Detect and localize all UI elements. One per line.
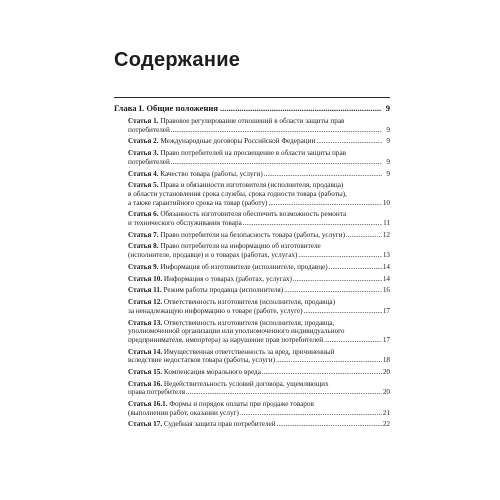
chapter-label: Глава I. Общие положения xyxy=(114,103,219,113)
page-number: 13 xyxy=(382,251,390,260)
toc-entry-line xyxy=(128,388,390,397)
toc-entry-line xyxy=(128,242,390,251)
article-number: Статья 14. xyxy=(128,347,163,356)
toc-entry[interactable] xyxy=(128,263,390,272)
article-title-text: Ответственность изготовителя (исполнителя, продавца) xyxy=(163,298,335,307)
article-title-text: вследствие недостатков товара (работы, услуги) xyxy=(128,356,276,365)
article-number: Статья 10. xyxy=(128,274,163,283)
toc-entry-line xyxy=(128,275,390,284)
toc-entry-line xyxy=(128,219,390,228)
dot-leader xyxy=(324,336,382,345)
toc-entry-line xyxy=(128,158,390,167)
toc-entry-line xyxy=(128,263,390,272)
page-number: 9 xyxy=(386,125,390,134)
toc-entry-line xyxy=(128,348,390,357)
article-title-text: Право потребителя на безопасность товара (работы, услуги) xyxy=(160,230,345,239)
toc-entry-line xyxy=(128,307,390,316)
table-of-contents xyxy=(114,103,390,432)
article-title-text: Судебная защита прав потребителей xyxy=(163,420,276,429)
dot-leader xyxy=(276,356,382,365)
article-number: Статья 5. xyxy=(128,181,159,190)
page-number: 12 xyxy=(382,230,390,239)
toc-entry[interactable] xyxy=(128,181,390,207)
toc-entry[interactable] xyxy=(128,368,390,377)
page-number: 21 xyxy=(382,408,390,417)
article-title-text: уполномоченной организации или уполномоченного индивидуального xyxy=(128,327,345,336)
toc-entry-line xyxy=(128,117,390,126)
toc-entry-line xyxy=(128,181,390,190)
article-title-text: Формы и порядок оплаты при продаже товаров xyxy=(169,400,314,409)
article-title-text: Международные договоры Российской Федерации xyxy=(160,137,316,146)
toc-entry[interactable] xyxy=(128,420,390,429)
article-title-text: за ненадлежащую информацию о товаре (работе, услуге) xyxy=(128,306,303,315)
article-number: Статья 6. xyxy=(128,210,159,219)
article-title-text: в области установления срока службы, срока годности товара (работы), xyxy=(128,189,347,198)
chapter-page-number: 9 xyxy=(385,103,390,113)
toc-entry-line xyxy=(128,380,390,389)
page-number: 18 xyxy=(382,356,390,365)
toc-entry[interactable] xyxy=(128,298,390,315)
article-number: Статья 4. xyxy=(128,169,159,178)
dot-leader xyxy=(264,170,382,179)
article-title-text: Права и обязанности изготовителя (исполнителя, продавца) xyxy=(160,181,344,190)
dot-leader xyxy=(329,263,382,272)
article-number: Статья 3. xyxy=(128,149,159,158)
page-number: 11 xyxy=(383,218,390,227)
article-title-text: а также гарантийного срока на товар (работу) xyxy=(128,198,268,207)
page-number: 9 xyxy=(386,169,390,178)
article-title-text: права потребителя xyxy=(128,388,186,397)
toc-entry-line xyxy=(128,170,390,179)
dot-leader xyxy=(293,275,382,284)
article-number: Статья 17. xyxy=(128,420,163,429)
article-number: Статья 13. xyxy=(128,318,163,327)
article-title-text: Недействительность условий договора, ущемляющих xyxy=(163,379,329,388)
article-number: Статья 9. xyxy=(128,262,159,271)
dot-leader xyxy=(171,158,382,167)
toc-entry-line xyxy=(128,190,390,199)
page-number: 10 xyxy=(382,198,390,207)
title-divider xyxy=(114,97,390,98)
dot-leader xyxy=(262,368,382,377)
article-number: Статья 1. xyxy=(128,117,159,125)
toc-entry[interactable] xyxy=(128,242,390,259)
toc-entry-line xyxy=(128,286,390,295)
toc-entry-line xyxy=(128,126,390,135)
dot-leader xyxy=(298,251,381,260)
toc-entry-line xyxy=(128,149,390,158)
article-title-text: Правовое регулирование отношений в области защиты прав xyxy=(160,117,345,125)
article-number: Статья 8. xyxy=(128,242,159,251)
article-title-text: Информация о товарах (работах, услугах) xyxy=(163,274,292,283)
article-title-text: Информация об изготовителе (исполнителе, продавце) xyxy=(160,262,328,271)
page-number: 16 xyxy=(382,286,390,295)
toc-entry[interactable] xyxy=(128,210,390,227)
page-number: 17 xyxy=(382,306,390,315)
dot-leader xyxy=(171,126,382,135)
toc-entry-line xyxy=(128,327,390,336)
toc-entry-line xyxy=(128,319,390,328)
dot-leader xyxy=(186,388,382,397)
toc-entry[interactable] xyxy=(128,170,390,179)
toc-entry[interactable] xyxy=(128,286,390,295)
article-title-text: и технического обслуживания товара xyxy=(128,218,242,227)
page-number: 9 xyxy=(386,137,390,146)
toc-entry-line xyxy=(128,137,390,146)
dot-leader xyxy=(346,231,382,240)
toc-entry[interactable] xyxy=(128,117,390,134)
toc-entry-line xyxy=(128,231,390,240)
page-number: 17 xyxy=(382,335,390,344)
dot-leader xyxy=(316,137,382,146)
toc-entry-line xyxy=(128,400,390,409)
toc-entry-line xyxy=(128,420,390,429)
article-number: Статья 11. xyxy=(128,286,162,295)
toc-entry-line xyxy=(128,409,390,418)
toc-entry-line xyxy=(128,368,390,377)
toc-entry-line xyxy=(128,298,390,307)
dot-leader xyxy=(304,307,382,316)
dot-leader xyxy=(268,199,381,208)
article-number: Статья 16. xyxy=(128,379,163,388)
page-number: 9 xyxy=(386,157,390,166)
dot-leader xyxy=(220,103,381,114)
toc-entry[interactable] xyxy=(128,137,390,146)
article-title-text: Право потребителей на просвещение в области защиты прав xyxy=(160,149,347,158)
toc-entry-line xyxy=(128,356,390,365)
toc-entry-line xyxy=(128,336,390,345)
article-number: Статья 7. xyxy=(128,230,159,239)
toc-chapter[interactable] xyxy=(114,103,390,114)
article-number: Статья 16.1. xyxy=(128,400,168,409)
toc-entry[interactable] xyxy=(128,231,390,240)
page-number: 14 xyxy=(382,274,390,283)
page-number: 20 xyxy=(382,367,390,376)
article-title-text: Право потребителя на информацию об изготовителе xyxy=(160,242,321,251)
article-title-text: (исполнителе, продавце) и о товарах (работах, услугах) xyxy=(128,251,298,260)
page-number: 22 xyxy=(382,420,390,429)
toc-entry-line xyxy=(128,251,390,260)
article-number: Статья 15. xyxy=(128,367,163,376)
article-title-text: предпринимателя, импортера) за нарушение прав потребителей xyxy=(128,335,324,344)
article-title-text: потребителей xyxy=(128,125,170,134)
article-title-text: Качество товара (работы, услуги) xyxy=(160,169,263,178)
article-title-text: Имущественная ответственность за вред, причиненный xyxy=(163,347,335,356)
dot-leader xyxy=(243,219,382,228)
page-number: 14 xyxy=(382,262,390,271)
toc-entry-line xyxy=(128,210,390,219)
article-title-text: (выполнении работ, оказании услуг) xyxy=(128,408,239,417)
page-number: 20 xyxy=(382,388,390,397)
article-title-text: Обязанность изготовителя обеспечить возможность ремонта xyxy=(160,210,347,219)
toc-entry[interactable] xyxy=(128,275,390,284)
article-title-text: Режим работы продавца (исполнителя) xyxy=(163,286,284,295)
page-title: Содержание xyxy=(114,49,241,71)
toc-entry[interactable] xyxy=(128,400,390,417)
toc-entries xyxy=(114,117,390,429)
article-title-text: Компенсация морального вреда xyxy=(163,367,261,376)
dot-leader xyxy=(277,420,382,429)
dot-leader xyxy=(240,409,382,418)
toc-entry[interactable] xyxy=(128,348,390,365)
article-number: Статья 2. xyxy=(128,137,159,146)
toc-entry[interactable] xyxy=(128,149,390,166)
article-number: Статья 12. xyxy=(128,298,163,307)
toc-entry[interactable] xyxy=(128,380,390,397)
article-title-text: Ответственность изготовителя (исполнителя, продавца, xyxy=(163,318,335,327)
dot-leader xyxy=(284,286,382,295)
toc-entry[interactable] xyxy=(128,319,390,345)
toc-entry-line xyxy=(128,199,390,208)
article-title-text: потребителей xyxy=(128,157,170,166)
